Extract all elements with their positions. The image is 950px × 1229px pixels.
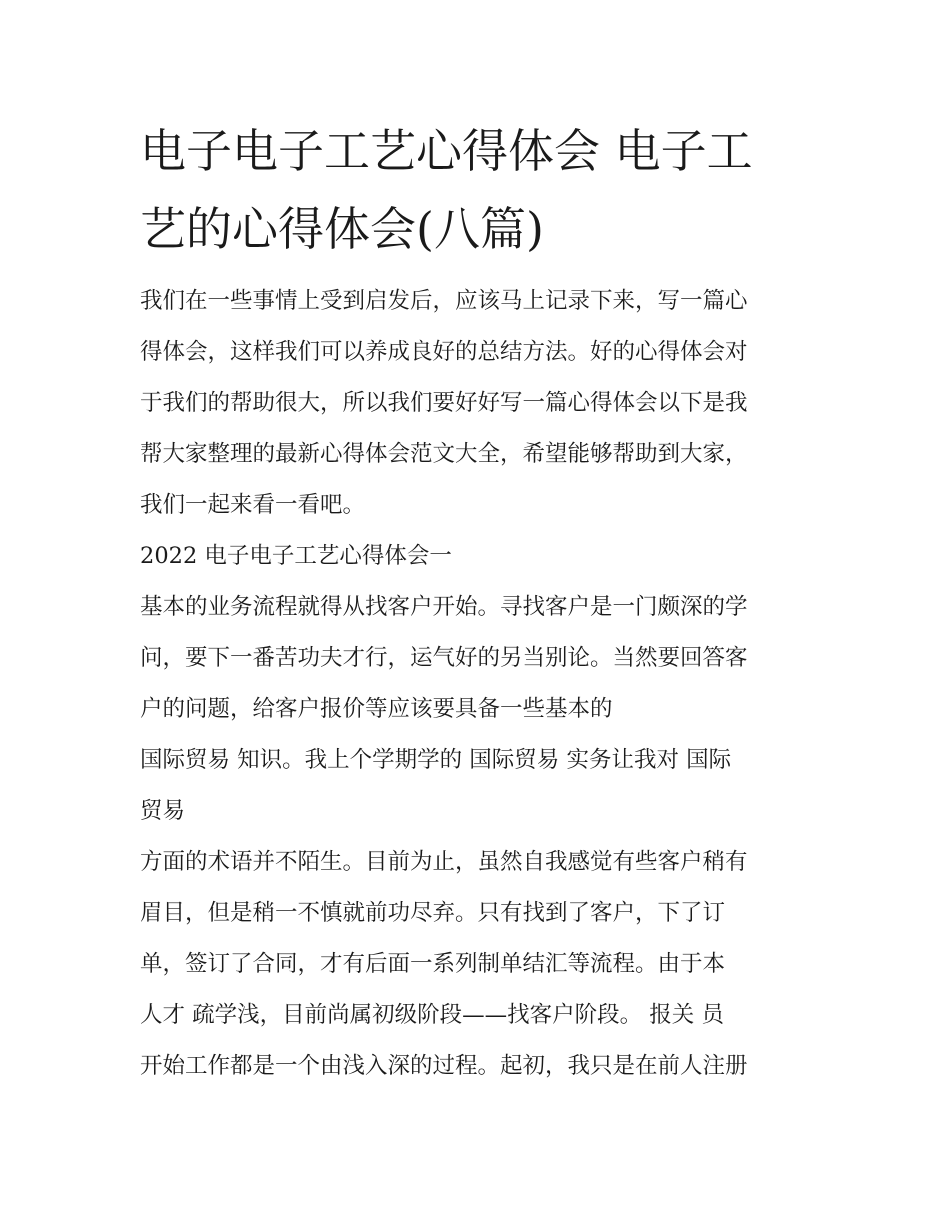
body-line: 单，签订了合同，才有后面一系列制单结汇等流程。由于本 [140,951,726,977]
title-line-2: 艺的心得体会(八篇) [140,202,544,256]
body-line: 贸易 [140,798,186,824]
body-line: 帮大家整理的最新心得体会范文大全，希望能够帮助到大家， [140,441,748,467]
body-line: 国际贸易 知识。我上个学期学的 国际贸易 实务让我对 国际 [140,747,732,773]
body-line: 于我们的帮助很大，所以我们要好好写一篇心得体会以下是我 [140,390,748,416]
body-line: 问，要下一番苦功夫才行，运气好的另当别论。当然要回答客 [140,645,748,671]
body-line: 人才 疏学浅，目前尚属初级阶段——找客户阶段。 报关 员 [140,1002,724,1028]
body-line: 开始工作都是一个由浅入深的过程。起初，我只是在前人注册 [140,1053,748,1079]
document-title [140,112,830,268]
body-line: 方面的术语并不陌生。目前为止，虽然自我感觉有些客户稍有 [140,849,748,875]
body-line: 得体会，这样我们可以养成良好的总结方法。好的心得体会对 [140,339,748,365]
section-heading: 2022 电子电子工艺心得体会一 [140,543,452,569]
body-line: 户的问题，给客户报价等应该要具备一些基本的 [140,696,613,722]
body-line: 我们在一些事情上受到启发后，应该马上记录下来，写一篇心 [140,288,748,314]
body-line: 基本的业务流程就得从找客户开始。寻找客户是一门颇深的学 [140,594,748,620]
title-line-1: 电子电子工艺心得体会 电子工 [140,124,753,178]
document-body [140,276,840,1092]
body-line: 我们一起来看一看吧。 [140,492,366,518]
body-line: 眉目，但是稍一不慎就前功尽弃。只有找到了客户，下了订 [140,900,726,926]
